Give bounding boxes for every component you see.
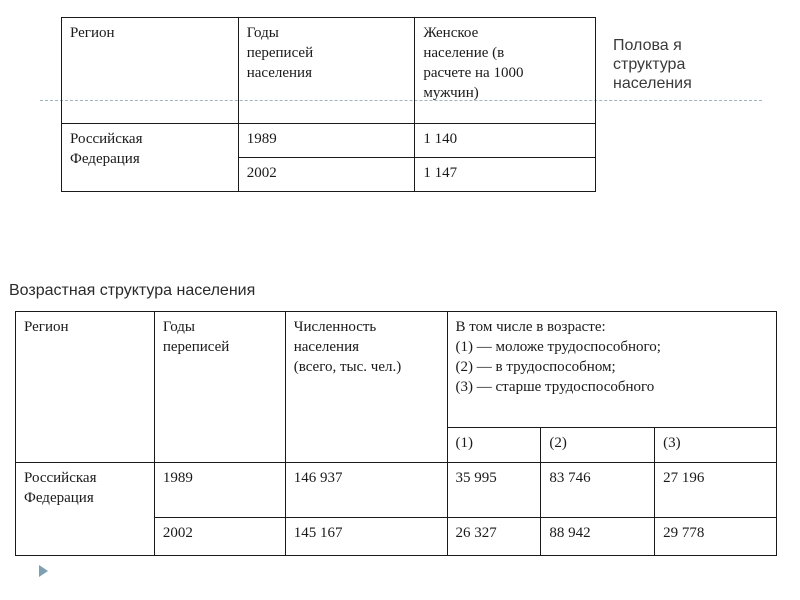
subheader-group-2: (2) <box>541 428 655 463</box>
sex-structure-table <box>61 17 596 192</box>
table-header-row <box>62 18 596 124</box>
region-cell: Российская Федерация <box>16 463 155 556</box>
header-population-total: Численность населения (всего, тыс. чел.) <box>285 312 447 463</box>
header-female-population: Женское население (в расчете на 1000 мужчин) <box>415 18 596 124</box>
header-census-years: Годы переписей населения <box>238 18 415 124</box>
age-structure-title: Возрастная структура населения <box>9 282 256 299</box>
year-cell: 1989 <box>238 124 415 158</box>
header-region: Регион <box>16 312 155 463</box>
bullet-arrow-icon <box>39 565 48 577</box>
total-cell: 146 937 <box>285 463 447 518</box>
header-region: Регион <box>62 18 239 124</box>
sex-structure-caption: Полова я структура населения <box>613 37 692 92</box>
group-2-cell: 83 746 <box>541 463 655 518</box>
header-age-groups: В том числе в возрасте: (1) — моложе трудоспособного; (2) — в трудоспособном; (3) — старше трудоспособного <box>447 312 776 428</box>
value-cell: 1 140 <box>415 124 596 158</box>
header-census-years: Годы переписей <box>154 312 285 463</box>
subheader-group-3: (3) <box>655 428 777 463</box>
table-row <box>62 124 596 158</box>
age-structure-table <box>15 311 777 556</box>
subheader-group-1: (1) <box>447 428 541 463</box>
group-3-cell: 29 778 <box>655 518 777 556</box>
region-cell: Российская Федерация <box>62 124 239 192</box>
group-3-cell: 27 196 <box>655 463 777 518</box>
value-cell: 1 147 <box>415 158 596 192</box>
table-header-row <box>16 312 777 428</box>
group-1-cell: 35 995 <box>447 463 541 518</box>
year-cell: 2002 <box>154 518 285 556</box>
year-cell: 1989 <box>154 463 285 518</box>
group-1-cell: 26 327 <box>447 518 541 556</box>
group-2-cell: 88 942 <box>541 518 655 556</box>
total-cell: 145 167 <box>285 518 447 556</box>
year-cell: 2002 <box>238 158 415 192</box>
table-row <box>16 463 777 518</box>
